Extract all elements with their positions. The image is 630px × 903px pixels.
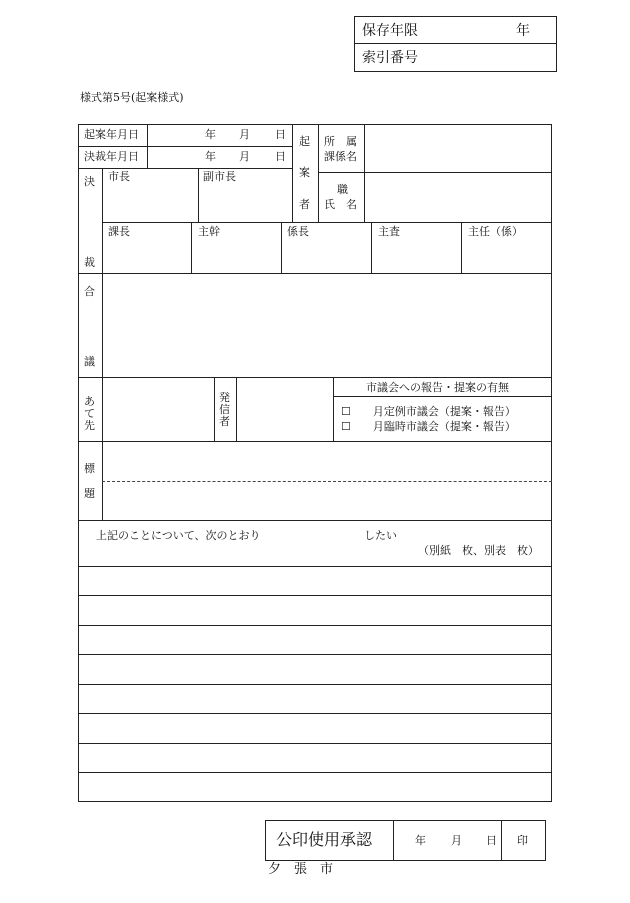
address-label-3: 先 [84,419,95,432]
mayor-stamp-label: 市長 [108,170,130,183]
retention-unit: 年 [516,23,530,39]
seal-date-day: 日 [486,834,497,847]
dept-field[interactable] [365,125,551,172]
seal-approval-title: 公印使用承認 [276,830,373,849]
approval-label-bottom: 裁 [84,256,95,269]
senior-staff-stamp-label: 主任（係） [468,225,523,238]
address-label-2: て [84,407,95,420]
consultation-label-bottom: 議 [84,355,95,368]
approval-col-4 [461,222,462,273]
drafter-col-left [292,124,293,222]
drafter-label-1: 起 [299,135,310,148]
approval-date-day: 日 [275,150,286,163]
seal-date-month: 月 [451,834,462,847]
inspector-stamp-label: 主査 [378,225,400,238]
subject-label-top: 標 [84,462,95,475]
approval-col-3 [371,222,372,273]
council-col-left [333,377,334,441]
sender-col-left [214,377,215,441]
approval-row-divider [102,222,552,223]
index-number-label: 索引番号 [362,50,418,66]
subject-field[interactable] [103,442,551,520]
draft-date-day: 日 [275,128,286,141]
body-text-area[interactable] [79,567,551,801]
consultation-label-top: 合 [84,285,95,298]
chief-officer-stamp-label: 主幹 [198,225,220,238]
seal-stamp-divider [501,820,502,861]
drafter-col-right [318,124,319,222]
name-label: 氏 名 [324,198,357,211]
retention-divider [354,43,557,44]
draft-date-month: 月 [239,128,250,141]
drafter-label-3: 者 [299,198,310,211]
seal-title-divider [393,820,394,861]
header-row-divider-2 [78,168,292,169]
seal-date-year: 年 [415,834,426,847]
approval-col-2 [281,222,282,273]
regular-session-option[interactable]: ☐ 月定例市議会（提案・報告） [341,405,516,418]
city-name: 夕 張 市 [268,862,334,877]
dept-label-2: 課係名 [324,150,357,163]
sender-field[interactable] [237,378,333,441]
date-label-divider [147,124,148,168]
attachment-count-text: （別紙 枚、別表 枚） [418,544,539,557]
form-id: 様式第5号(起案様式) [80,91,184,104]
retention-label: 保存年限 [362,23,418,39]
approval-side-divider [102,168,103,273]
approval-date-year: 年 [205,150,216,163]
seal-stamp-label: 印 [517,834,528,847]
council-report-title: 市議会への報告・提案の有無 [366,381,509,394]
body-intro-suffix: したい [364,529,397,542]
dept-label: 所 属 [324,135,357,148]
approval-col-1 [191,222,192,273]
subsection-chief-stamp-label: 係長 [287,225,309,238]
approval-date-month: 月 [239,150,250,163]
subject-label-bottom: 題 [84,487,95,500]
approval-label-top: 決 [84,175,95,188]
sender-label-2: 信 [219,403,230,416]
section-chief-stamp-label: 課長 [108,225,130,238]
deputy-mayor-stamp-label: 副市長 [203,170,236,183]
extra-session-option[interactable]: ☐ 月臨時市議会（提案・報告） [341,420,516,433]
sender-label-1: 発 [219,391,230,404]
draft-date-year: 年 [205,128,216,141]
post-label: 職 [337,183,348,196]
address-field[interactable] [103,378,214,441]
approval-date-label: 決裁年月日 [84,150,139,163]
address-label-1: あ [84,395,95,408]
body-intro-text: 上記のことについて、次のとおり [96,529,261,542]
header-row-divider-1 [78,146,292,147]
mayor-divider [198,168,199,222]
consultation-field[interactable] [103,274,551,377]
drafter-label-2: 案 [299,166,310,179]
council-title-divider [333,396,552,397]
sender-label-3: 者 [219,415,230,428]
draft-date-label: 起案年月日 [84,128,139,141]
body-top-line [78,520,552,521]
drafter-name-field[interactable] [365,173,551,222]
